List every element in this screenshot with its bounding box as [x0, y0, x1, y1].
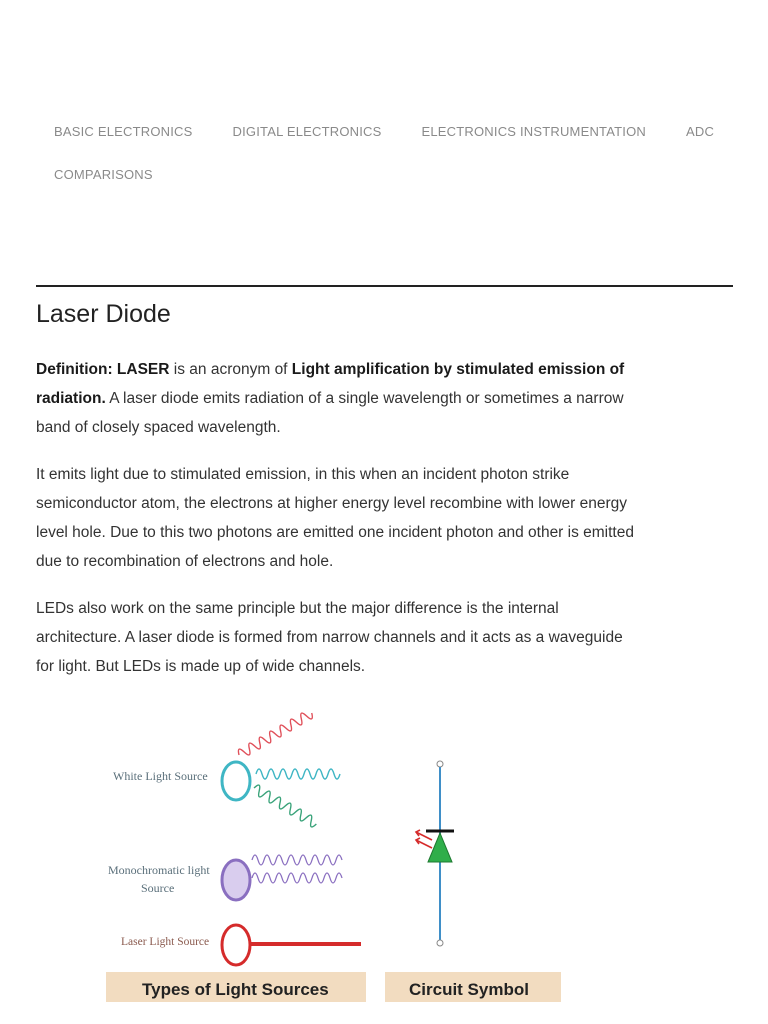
- nav-adc[interactable]: ADC: [685, 123, 715, 139]
- paragraph-definition: [36, 355, 636, 442]
- figure-svg: [104, 700, 566, 999]
- emission-arrows-icon: [416, 830, 432, 848]
- diode-terminal-bottom: [437, 940, 443, 946]
- mono-wave-2: [252, 873, 342, 883]
- laser-diode-figure: [104, 700, 566, 999]
- laser-beam: [251, 942, 361, 946]
- nav-digital-electronics[interactable]: DIGITAL ELECTRONICS: [232, 123, 382, 139]
- mono-wave-1: [252, 855, 342, 865]
- caption-circuit-symbol: Circuit Symbol: [409, 980, 529, 999]
- article-body: [36, 355, 636, 699]
- definition-acronym-expansion: Light amplification by stimulated emission of radiation.: [36, 361, 625, 407]
- definition-label: Definition: LASER: [36, 361, 170, 378]
- nav-row-2: [54, 165, 734, 183]
- white-green-wave: [252, 784, 319, 829]
- top-navigation: [54, 122, 734, 208]
- label-monochromatic-1: Monochromatic light: [108, 863, 210, 877]
- laser-light-source-icon: [222, 925, 250, 965]
- paragraph-led-comparison: LEDs also work on the same principle but the major difference is the internal architecture. A laser diode is formed from narrow channels and it acts as a waveguide for light. But LEDs is made up of wide channels.: [36, 600, 623, 675]
- nav-electronics-instrumentation[interactable]: ELECTRONICS INSTRUMENTATION: [421, 123, 646, 139]
- caption-types-of-light-sources: Types of Light Sources: [142, 980, 329, 999]
- monochromatic-source-icon: [222, 860, 250, 900]
- nav-row-1: [54, 122, 734, 140]
- white-red-wave: [237, 709, 315, 760]
- diode-terminal-top: [437, 761, 443, 767]
- label-monochromatic-2: Source: [141, 881, 175, 895]
- definition-text-a: is an acronym of: [169, 361, 292, 378]
- label-laser-light-source: Laser Light Source: [121, 936, 210, 948]
- white-cyan-wave: [256, 769, 340, 779]
- definition-text-c: A laser diode emits radiation of a single wavelength or sometimes a narrow band of closely spaced wavelength.: [36, 390, 624, 436]
- nav-comparisons[interactable]: COMPARISONS: [54, 166, 153, 182]
- paragraph-stimulated-emission: It emits light due to stimulated emission, in this when an incident photon strike semiconductor atom, the electrons at higher energy level recombine with lower energy level hole. Due to this two photons are emitted one incident photon and other is emitted due to recombination of electrons and hole.: [36, 466, 634, 570]
- white-light-source-icon: [222, 762, 250, 800]
- label-white-light-source: White Light Source: [113, 769, 208, 783]
- nav-basic-electronics[interactable]: BASIC ELECTRONICS: [54, 123, 193, 139]
- page-title: Laser Diode: [36, 300, 171, 328]
- header-divider: [36, 285, 733, 287]
